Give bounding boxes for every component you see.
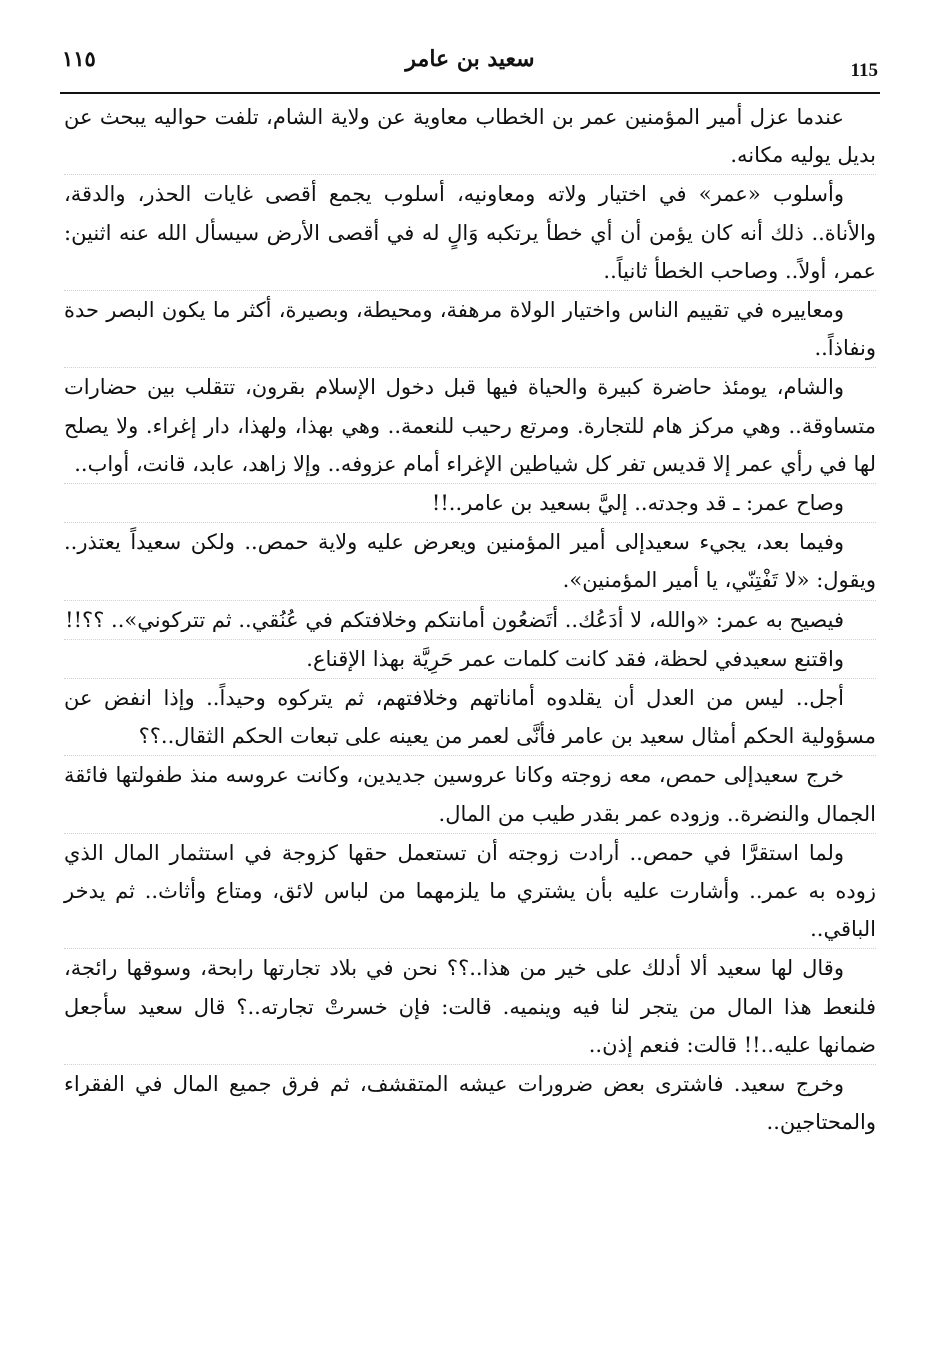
paragraph: عندما عزل أمير المؤمنين عمر بن الخطاب معاوية عن ولاية الشام، تلفت حواليه يبحث عن بديل يوليه مكانه.	[64, 105, 876, 168]
paragraph: وصاح عمر: ـ قد وجدته.. إليَّ بسعيد بن عامر..!!	[64, 483, 876, 522]
paragraph: فيصيح به عمر: «والله، لا أدَعُك.. أتَضعُون أمانتكم وخلافتكم في عُنُقي.. ثم تتركوني».. ؟؟!!	[64, 600, 876, 639]
paragraph: وأسلوب «عمر» في اختيار ولاته ومعاونيه، أسلوب يجمع أقصى غايات الحذر، والدقة، والأناة.. ذلك أنه كان يؤمن أن أي خطأ يرتكبه وَالٍ له في أقصى الأرض سيسأل الله عنه اثنين: عمر، أولاً.. وصاحب الخطأ ثانياً..	[64, 174, 876, 290]
page-number-arabic: ١١٥	[62, 46, 96, 71]
paragraph: واقتنع سعيدفي لحظة، فقد كانت كلمات عمر حَرِيَّة بهذا الإقناع.	[64, 639, 876, 678]
paragraph: ولما استقرَّا في حمص.. أرادت زوجته أن تستعمل حقها كزوجة في استثمار المال الذي زوده به عمر.. وأشارت عليه بأن يشتري ما يلزمهما من لباس لائق، ومتاع وأثاث.. ثم يدخر الباقي..	[64, 833, 876, 949]
page-header	[60, 40, 880, 96]
header-rule	[60, 92, 880, 94]
paragraph: وقال لها سعيد ألا أدلك على خير من هذا..؟؟ نحن في بلاد تجارتها رابحة، وسوقها رائجة، فلنعط هذا المال من يتجر لنا فيه وينميه. قالت: فإن خسرتْ تجارته..؟ قال سعيد سأجعل ضمانها عليه..!! قالت: فنعم إذن..	[64, 948, 876, 1064]
running-title: سعيد بن عامر	[405, 46, 535, 72]
page-number-latin: 115	[850, 60, 878, 81]
paragraph: أجل.. ليس من العدل أن يقلدوه أماناتهم وخلافتهم، ثم يتركوه وحيداً.. وإذا انفض عن مسؤولية الحكم أمثال سعيد بن عامر فأنَّى لعمر من يعينه على تبعات الحكم الثقال..؟؟	[64, 678, 876, 755]
paragraph: خرج سعيدإلى حمص، معه زوجته وكانا عروسين جديدين، وكانت عروسه منذ طفولتها فائقة الجمال والنضرة.. وزوده عمر بقدر طيب من المال.	[64, 755, 876, 832]
paragraph: ومعاييره في تقييم الناس واختيار الولاة مرهفة، ومحيطة، وبصيرة، أكثر ما يكون البصر حدة ونفاذاً..	[64, 290, 876, 367]
paragraph: وخرج سعيد. فاشترى بعض ضرورات عيشه المتقشف، ثم فرق جميع المال في الفقراء والمحتاجين..	[64, 1064, 876, 1141]
page-body	[64, 98, 876, 1141]
paragraph: والشام، يومئذ حاضرة كبيرة والحياة فيها قبل دخول الإسلام بقرون، تتقلب بين حضارات متساوقة.. وهي مركز هام للتجارة. ومرتع رحيب للنعمة.. وهي بهذا، ولهذا، دار إغراء. ولا يصلح لها في رأي عمر إلا قديس تفر كل شياطين الإغراء أمام عزوفه.. وإلا زاهد، عابد، قانت، أواب..	[64, 367, 876, 483]
paragraph: وفيما بعد، يجيء سعيدإلى أمير المؤمنين ويعرض عليه ولاية حمص.. ولكن سعيداً يعتذر.. ويقول: «لا تَفْتِنّي، يا أمير المؤمنين».	[64, 522, 876, 599]
